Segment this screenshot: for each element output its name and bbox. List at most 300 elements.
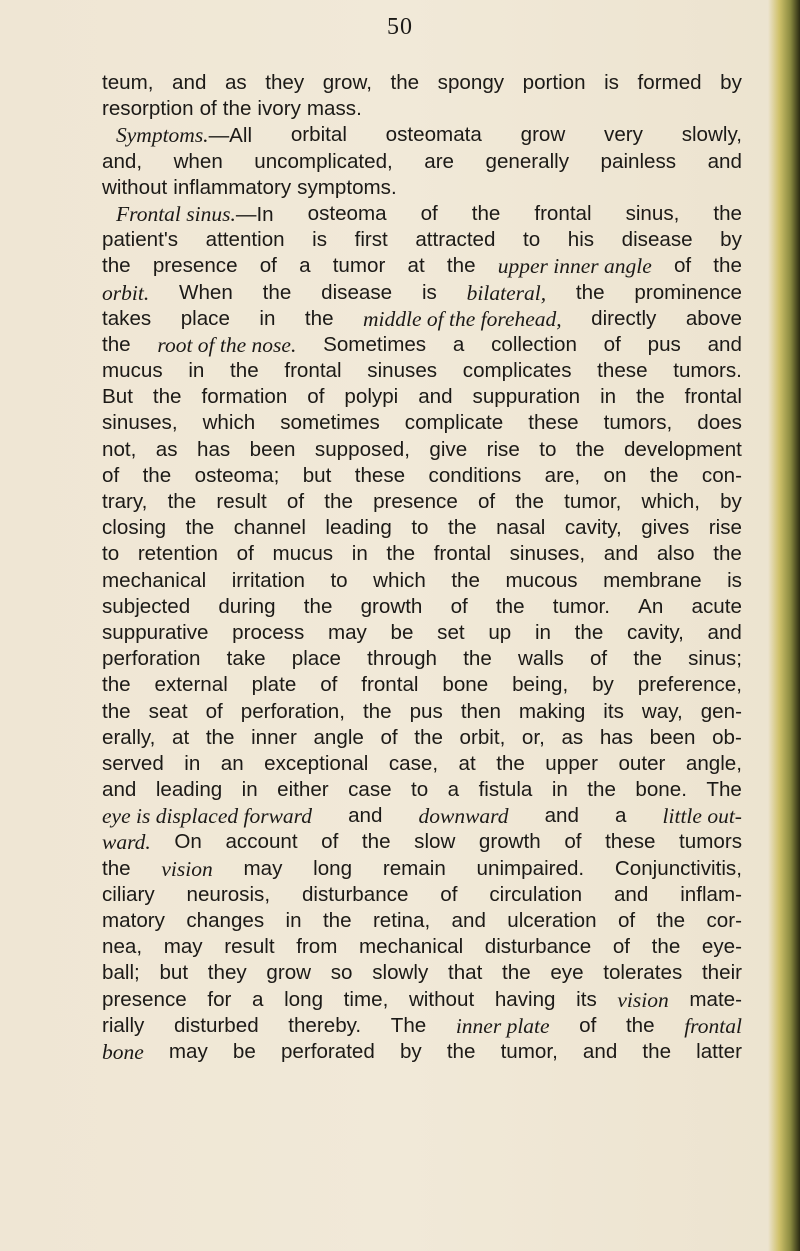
- word: the: [713, 542, 742, 566]
- word: Frontal sinus.—In: [116, 201, 274, 226]
- word: upper inner angle: [497, 254, 652, 279]
- word: slowly,: [681, 123, 742, 147]
- word: inner: [251, 725, 297, 749]
- word: and: [613, 882, 649, 906]
- word: inflam-: [680, 882, 742, 906]
- word: Conjunctivitis,: [614, 856, 742, 880]
- text-line: [102, 227, 742, 253]
- word: the: [633, 647, 662, 671]
- word: by: [720, 490, 742, 513]
- word: to: [330, 568, 348, 592]
- word: bilateral,: [466, 280, 547, 305]
- word: cavity,: [564, 516, 622, 540]
- word: in: [285, 909, 302, 932]
- word: the: [102, 673, 131, 697]
- word: but: [302, 463, 332, 487]
- word: formation: [201, 385, 288, 409]
- word: in: [188, 359, 205, 383]
- word: and: [603, 542, 639, 566]
- word: But: [102, 385, 133, 409]
- word: an: [220, 751, 244, 775]
- word: by: [592, 673, 614, 697]
- word: fistula: [478, 778, 533, 802]
- word: of: [320, 673, 338, 697]
- word: mate-: [689, 987, 742, 1011]
- word: above: [685, 306, 742, 330]
- word: the: [502, 961, 531, 985]
- word: on: [603, 463, 627, 487]
- word: rially: [102, 1013, 145, 1037]
- word: prominence: [634, 280, 742, 304]
- word: irritation: [231, 568, 305, 592]
- text-line: [102, 803, 742, 829]
- word: mechanical: [358, 935, 464, 959]
- word: at: [458, 751, 476, 775]
- body-text: [102, 70, 742, 1065]
- word: of: [102, 463, 120, 487]
- word: root of the nose.: [157, 332, 297, 357]
- word: inner plate: [455, 1013, 550, 1038]
- word: account: [225, 830, 298, 854]
- word: which,: [641, 490, 700, 513]
- word: frontal: [284, 359, 342, 383]
- word: the: [414, 725, 443, 749]
- word: and: [707, 620, 742, 644]
- word: osteoma: [307, 201, 387, 225]
- word: having: [494, 987, 556, 1011]
- word: does: [697, 411, 742, 435]
- text-line: [102, 149, 742, 175]
- word: of: [617, 909, 636, 932]
- word: is: [312, 228, 328, 252]
- word: the: [102, 332, 131, 356]
- word: tumors.: [673, 359, 742, 383]
- word: the: [152, 385, 182, 409]
- word: which: [202, 411, 256, 435]
- word: very: [604, 123, 643, 147]
- word: may: [327, 620, 367, 644]
- word: take: [226, 647, 266, 671]
- word: teum,: [102, 71, 154, 94]
- word: formed: [637, 71, 702, 94]
- word: patient's: [102, 228, 179, 252]
- word: ward.: [102, 830, 151, 855]
- word: polypi: [344, 385, 399, 409]
- word: trary,: [102, 490, 148, 513]
- text-line: [102, 306, 742, 332]
- text-line: [102, 70, 742, 96]
- word: orbital: [290, 123, 347, 147]
- word: has: [599, 725, 634, 749]
- word: and: [418, 385, 453, 409]
- word: gen-: [700, 699, 742, 723]
- word: has: [197, 437, 231, 461]
- word: a: [299, 254, 311, 278]
- word: nea,: [102, 935, 143, 959]
- word: the: [575, 437, 605, 461]
- word: retina,: [372, 909, 431, 932]
- word: retention: [137, 542, 218, 566]
- text-line: [102, 725, 742, 751]
- word: the: [515, 490, 544, 513]
- word: seat: [148, 699, 188, 723]
- word: the: [575, 280, 605, 304]
- text-line: [102, 489, 742, 515]
- word: vision: [161, 856, 213, 881]
- word: development: [623, 437, 742, 461]
- word: without: [102, 175, 168, 199]
- text-line: [102, 122, 742, 148]
- text-line: [102, 1013, 742, 1039]
- word: the: [185, 516, 215, 540]
- word: a: [615, 804, 627, 828]
- word: sinus;: [688, 647, 742, 671]
- word: the: [446, 1039, 476, 1063]
- word: may: [163, 935, 203, 959]
- word: as: [155, 437, 178, 461]
- word: grow,: [322, 71, 372, 94]
- word: case: [348, 778, 392, 802]
- word: ob-: [712, 725, 742, 749]
- word: suppuration: [472, 385, 581, 409]
- word: suppurative: [102, 620, 209, 644]
- word: erally,: [102, 725, 156, 749]
- word: as: [561, 725, 584, 749]
- word: presence: [152, 254, 238, 278]
- word: may: [168, 1039, 208, 1063]
- word: mechanical: [102, 568, 207, 592]
- word: through: [367, 647, 438, 671]
- word: acute: [691, 594, 742, 618]
- text-line: [102, 384, 742, 410]
- word: result: [216, 490, 267, 513]
- word: a: [452, 332, 465, 356]
- word: the: [713, 254, 742, 278]
- text-line: [102, 253, 742, 279]
- word: cor-: [706, 909, 742, 932]
- text-line: [102, 410, 742, 436]
- word: and: [544, 804, 579, 828]
- word: vision: [617, 987, 669, 1012]
- text-line: [102, 541, 742, 567]
- word: downward: [418, 804, 509, 829]
- word: in: [600, 385, 617, 409]
- word: but: [159, 961, 189, 985]
- word: in: [534, 620, 551, 644]
- word: disturbance: [484, 935, 592, 959]
- word: the: [102, 254, 131, 278]
- word: not,: [102, 437, 137, 461]
- word: tumors,: [603, 411, 673, 435]
- word: the: [656, 909, 686, 932]
- word: eye is displaced forward: [102, 804, 312, 829]
- word: attracted: [415, 228, 496, 252]
- text-line: [102, 960, 742, 986]
- word: complicates: [462, 359, 572, 383]
- word: being,: [512, 673, 569, 697]
- word: long: [284, 987, 324, 1011]
- word: spongy: [437, 71, 505, 94]
- word: of: [236, 542, 254, 566]
- word: An: [638, 594, 664, 618]
- word: supposed,: [314, 437, 410, 461]
- word: disturbance: [301, 882, 409, 906]
- word: osteomata: [385, 123, 482, 147]
- word: these: [354, 463, 406, 487]
- word: the: [496, 751, 525, 775]
- word: of: [579, 1013, 597, 1037]
- word: are,: [544, 463, 581, 487]
- word: tumor,: [564, 490, 622, 513]
- word: the: [324, 490, 353, 513]
- word: the: [303, 594, 333, 618]
- word: sinuses,: [102, 411, 178, 435]
- word: orbit,: [459, 725, 506, 749]
- word: resorption: [102, 97, 194, 121]
- word: eye-: [701, 935, 742, 959]
- word: in: [241, 778, 258, 802]
- word: presence: [373, 490, 458, 513]
- word: thereby.: [288, 1013, 362, 1037]
- text-line: [102, 699, 742, 725]
- word: preference,: [637, 673, 742, 697]
- text-line: [102, 856, 742, 882]
- word: tumors: [679, 830, 742, 854]
- word: the: [222, 97, 252, 121]
- text-line: [102, 1039, 742, 1065]
- word: be: [232, 1039, 256, 1063]
- word: to: [523, 228, 541, 252]
- word: and: [451, 909, 486, 932]
- word: pus: [409, 699, 443, 723]
- word: upper: [545, 751, 598, 775]
- text-line: [102, 463, 742, 489]
- word: by: [720, 228, 742, 252]
- word: of: [612, 935, 631, 959]
- page-edge: [768, 0, 800, 1251]
- word: the: [322, 909, 352, 932]
- word: served: [102, 751, 164, 775]
- word: pus: [647, 332, 681, 356]
- word: perforated: [280, 1039, 375, 1063]
- word: latter: [696, 1039, 742, 1063]
- word: and,: [102, 149, 143, 173]
- word: the: [587, 778, 616, 802]
- text-line: [102, 646, 742, 672]
- word: perforation: [102, 647, 201, 671]
- text-line: [102, 908, 742, 934]
- word: eye: [550, 961, 584, 985]
- word: of: [450, 594, 468, 618]
- word: and: [348, 804, 383, 828]
- word: the: [142, 463, 172, 487]
- word: its: [576, 987, 597, 1011]
- word: in: [259, 306, 276, 330]
- text-line: [102, 594, 742, 620]
- text-line: [102, 96, 742, 122]
- word: leading: [325, 516, 392, 540]
- word: his: [567, 228, 595, 252]
- word: the: [495, 594, 525, 618]
- word: matory: [102, 909, 165, 932]
- word: orbit.: [102, 280, 150, 305]
- word: unimpaired.: [476, 856, 585, 880]
- word: the: [102, 699, 131, 723]
- word: the: [262, 280, 292, 304]
- word: rise: [708, 516, 742, 540]
- word: ball;: [102, 961, 140, 985]
- word: at: [407, 254, 425, 278]
- word: painless: [600, 149, 677, 173]
- word: mucus: [102, 359, 163, 383]
- word: are: [424, 149, 455, 173]
- word: at: [172, 725, 190, 749]
- word: a: [252, 987, 264, 1011]
- text-line: [102, 332, 742, 358]
- word: the: [713, 201, 742, 225]
- word: place: [291, 647, 341, 671]
- word: of: [673, 254, 692, 278]
- word: plate: [251, 673, 297, 697]
- word: way,: [641, 699, 683, 723]
- text-line: [102, 175, 742, 201]
- word: by: [399, 1039, 422, 1063]
- word: without: [408, 987, 475, 1011]
- text-line: [102, 280, 742, 306]
- word: bone: [442, 673, 489, 697]
- word: the: [625, 1013, 655, 1037]
- word: and: [707, 332, 742, 356]
- word: the: [642, 1039, 672, 1063]
- word: sinus,: [625, 201, 680, 225]
- word: the: [651, 935, 681, 959]
- word: of: [603, 332, 621, 356]
- word: tumor.: [552, 594, 610, 618]
- text-line: [102, 358, 742, 384]
- word: making: [518, 699, 586, 723]
- word: channel: [233, 516, 306, 540]
- word: frontal: [534, 201, 592, 225]
- word: the: [205, 725, 235, 749]
- word: either: [277, 778, 329, 802]
- word: angle: [313, 725, 364, 749]
- word: sinuses: [367, 359, 438, 383]
- word: uncomplicated,: [254, 149, 393, 173]
- word: these: [528, 411, 579, 435]
- text-line: [102, 777, 742, 803]
- word: perforation,: [240, 699, 345, 723]
- word: be: [390, 620, 414, 644]
- word: con-: [701, 463, 742, 487]
- word: takes: [102, 306, 152, 330]
- text-line: [102, 201, 742, 227]
- word: the: [448, 516, 477, 540]
- word: neurosis,: [186, 882, 271, 906]
- word: and: [582, 1039, 618, 1063]
- word: bone.: [635, 778, 687, 802]
- word: leading: [155, 778, 223, 802]
- word: mucus: [272, 542, 334, 566]
- word: outer: [618, 751, 666, 775]
- word: to: [411, 778, 429, 802]
- word: the: [446, 254, 476, 278]
- word: been: [249, 437, 296, 461]
- page-number: 50: [387, 14, 413, 40]
- word: osteoma;: [194, 463, 280, 487]
- word: place: [180, 306, 230, 330]
- word: is: [727, 568, 742, 592]
- word: mass.: [306, 97, 362, 121]
- word: first: [354, 228, 388, 252]
- word: frontal: [361, 673, 419, 697]
- word: angle,: [685, 751, 742, 775]
- word: result: [224, 935, 275, 959]
- word: from: [296, 935, 338, 959]
- word: the: [386, 542, 416, 566]
- word: Sometimes: [323, 332, 427, 356]
- word: during: [218, 594, 276, 618]
- word: Symptoms.—All: [116, 123, 253, 148]
- word: set: [437, 620, 465, 644]
- word: When: [179, 280, 233, 304]
- word: is: [604, 71, 619, 94]
- word: conditions: [428, 463, 522, 487]
- word: which: [373, 568, 426, 592]
- word: their: [701, 961, 742, 985]
- word: presence: [102, 987, 187, 1011]
- word: in: [551, 778, 568, 802]
- word: complicate: [404, 411, 504, 435]
- word: the: [304, 306, 334, 330]
- word: by: [720, 71, 742, 94]
- word: they: [265, 71, 305, 94]
- word: may: [243, 856, 283, 880]
- word: of: [440, 882, 458, 906]
- word: frontal: [433, 542, 491, 566]
- word: grow: [520, 123, 566, 147]
- word: disease: [621, 228, 693, 252]
- word: cavity,: [626, 620, 684, 644]
- text-line: [102, 437, 742, 463]
- text-line: [102, 934, 742, 960]
- word: frontal: [684, 385, 742, 409]
- word: ciliary: [102, 882, 155, 906]
- word: slowly: [372, 961, 429, 985]
- word: of: [477, 490, 496, 513]
- word: subjected: [102, 594, 191, 618]
- word: and: [102, 778, 137, 802]
- word: of: [199, 97, 217, 121]
- word: remain: [382, 856, 446, 880]
- word: case,: [388, 751, 439, 775]
- word: generally: [485, 149, 570, 173]
- word: of: [380, 725, 398, 749]
- word: when: [173, 149, 223, 173]
- word: ulceration: [507, 909, 597, 932]
- word: and: [707, 149, 742, 173]
- word: little out-: [662, 804, 742, 829]
- word: of: [307, 385, 325, 409]
- word: The: [706, 778, 742, 802]
- word: the: [463, 647, 492, 671]
- word: give: [429, 437, 468, 461]
- word: of: [259, 254, 277, 278]
- word: the: [451, 568, 480, 592]
- word: in: [351, 542, 368, 566]
- word: sometimes: [280, 411, 380, 435]
- word: walls: [518, 647, 564, 671]
- word: portion: [522, 71, 586, 94]
